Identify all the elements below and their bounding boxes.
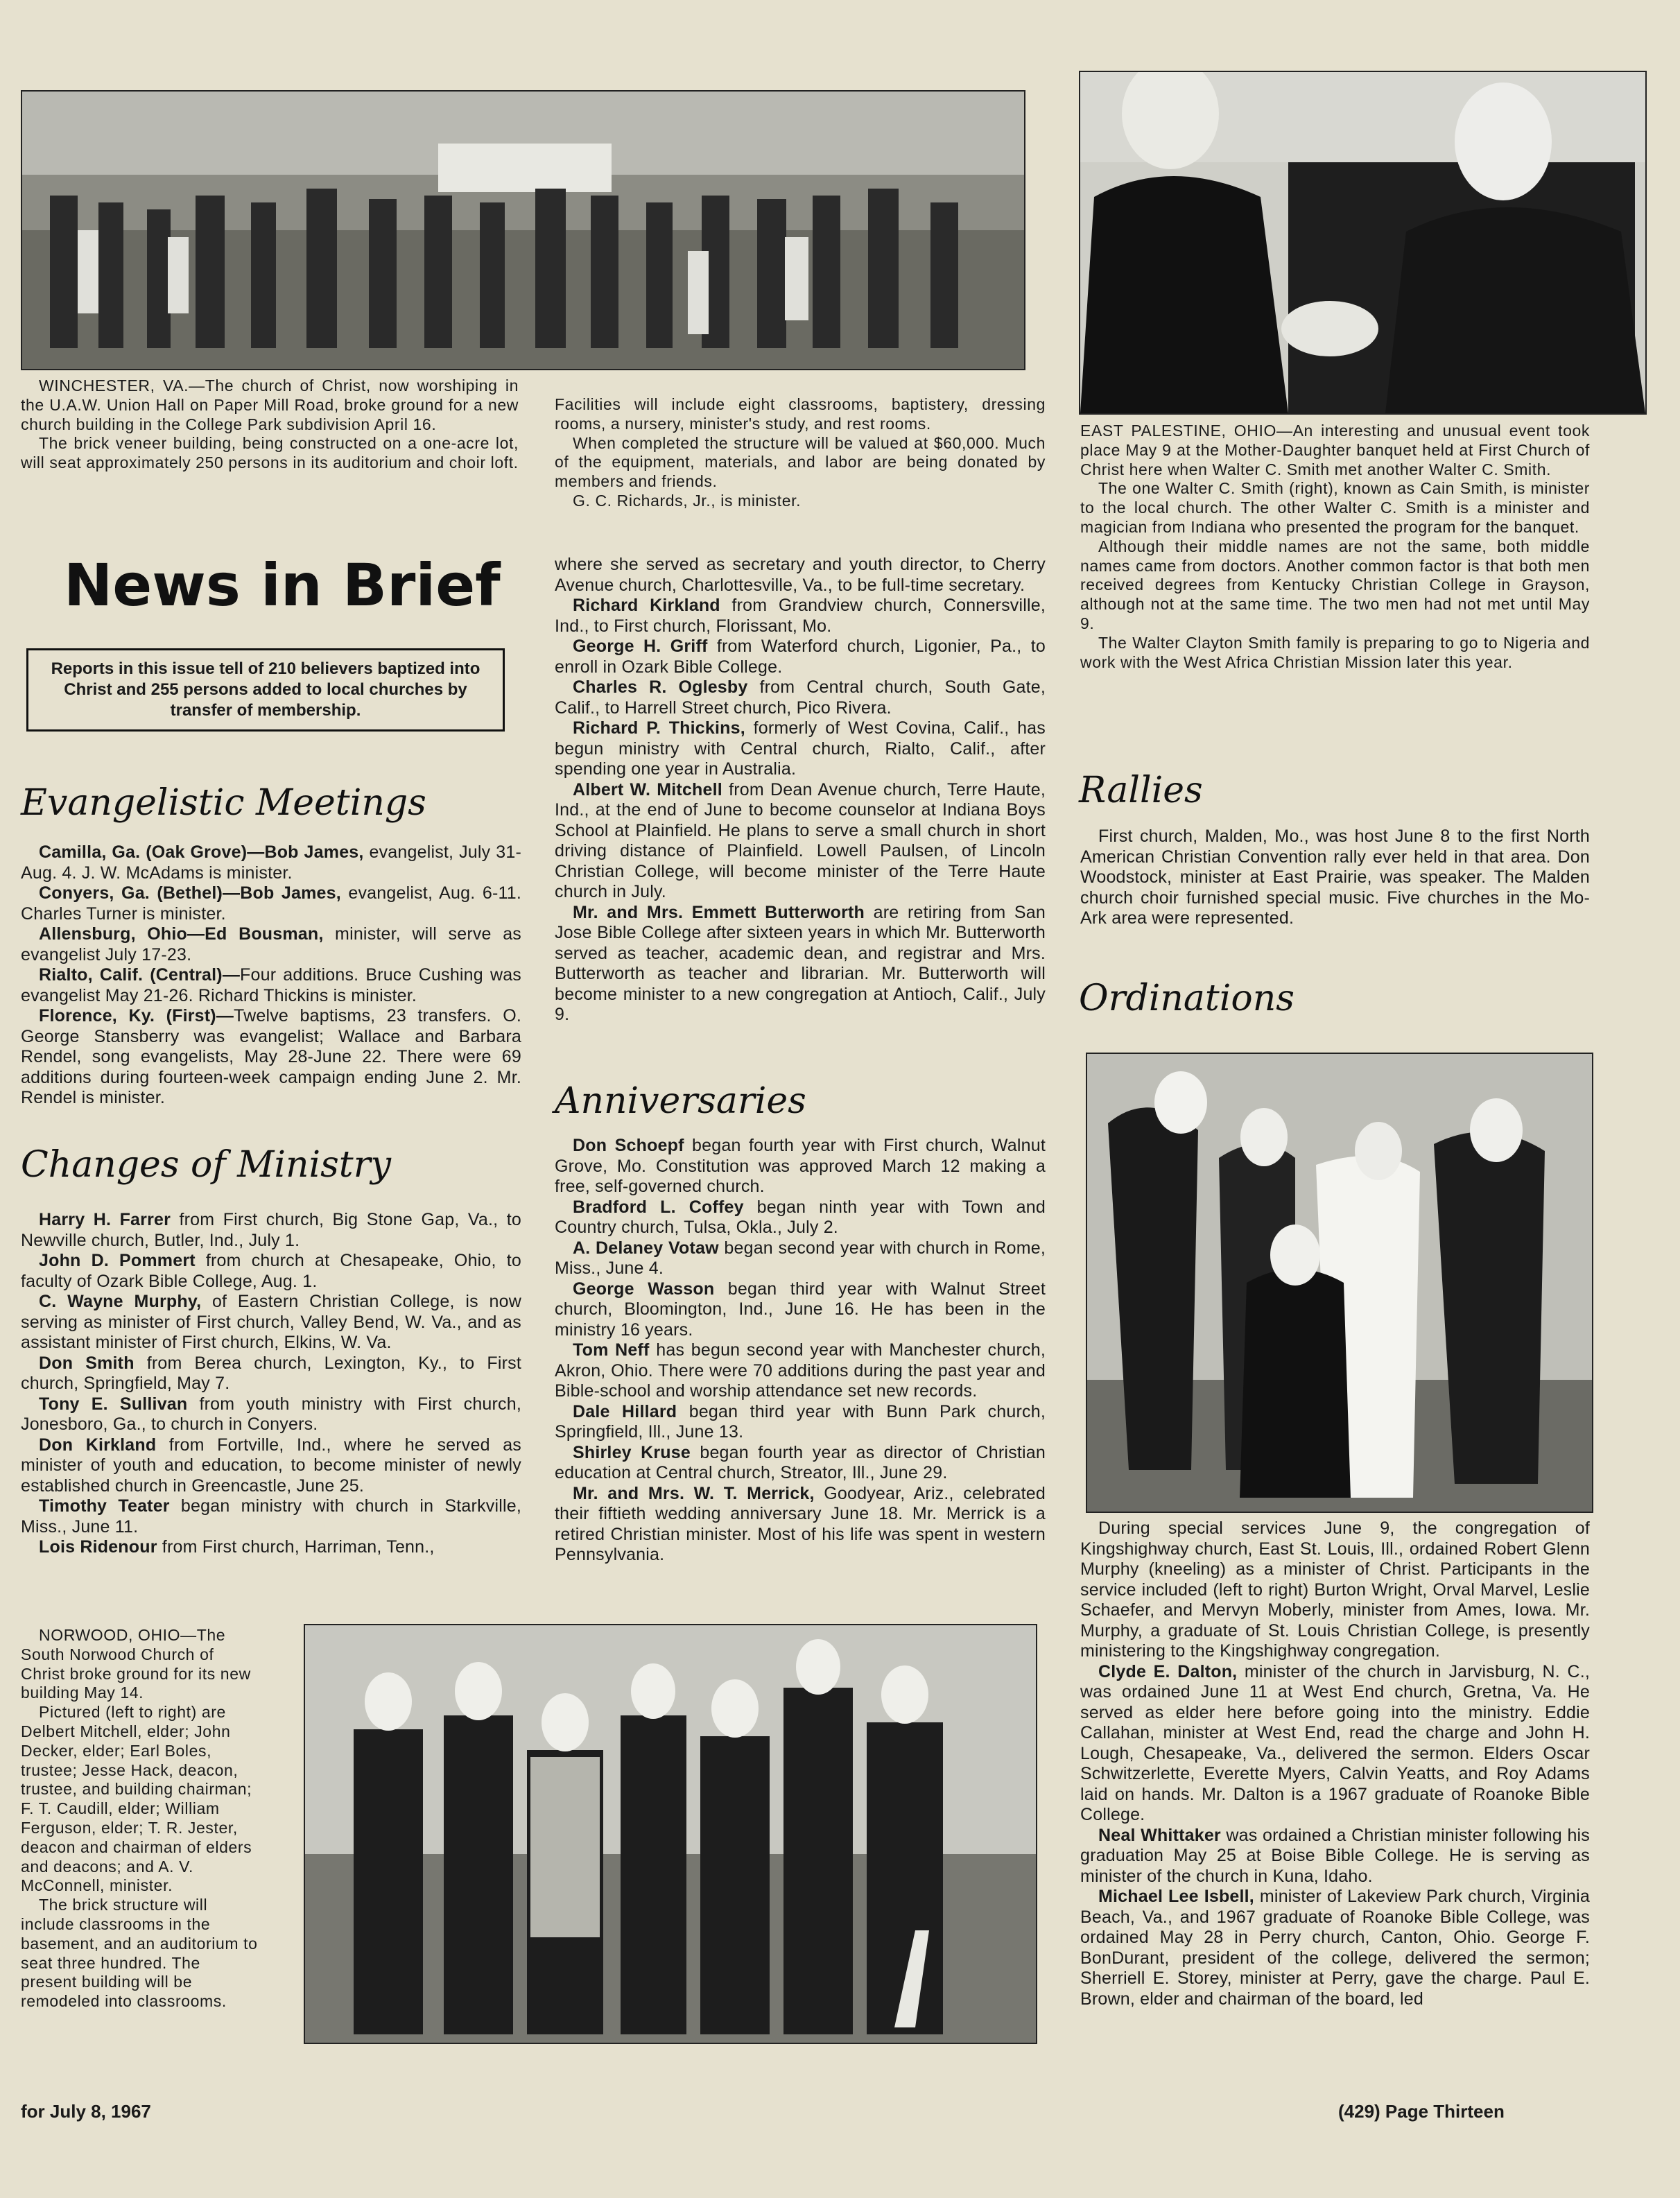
winchester-cont-p2: When completed the structure will be valued at $60,000. Much of the equipment, materials, and labor are being donated by members and friends. xyxy=(555,433,1046,491)
list-item: Mr. and Mrs. Emmett Butterworth are retiring from San Jose Bible College after sixteen years in which Mr. Butterworth served as teacher, academic dean, and registrar and Mrs. Butterworth as teacher and librarian. Mr. Butterworth will become minister to a new congregation at Antioch, Calif., July 9. xyxy=(555,902,1046,1024)
list-item: Don Schoepf began fourth year with First church, Walnut Grove, Mo. Constitution was approved March 12 making a free, self-governed church. xyxy=(555,1136,1046,1196)
list-item: Shirley Kruse began fourth year as director of Christian education at Central church, Streator, Ill., June 29. xyxy=(555,1442,1046,1482)
winchester-caption-p1: WINCHESTER, VA.—The church of Christ, now worshiping in the U.A.W. Union Hall on Paper Mill Road, broke ground for a new church building in the College Park subdivision April 16. xyxy=(21,377,519,433)
norwood-caption-p3: The brick structure will include classrooms in the basement, and an auditorium to seat three hundred. The present building will be remodeled into classrooms. xyxy=(21,1896,258,2011)
list-item: Rialto, Calif. (Central)—Four additions. Bruce Cushing was evangelist May 21-26. Richard Thickins is minister. xyxy=(21,965,522,1005)
norwood-groundbreaking-photo xyxy=(304,1624,1037,2044)
winchester-caption-p2: The brick veneer building, being constructed on a one-acre lot, will seat approximately 250 persons in its auditorium and choir loft. xyxy=(21,434,519,472)
list-item: Bradford L. Coffey began ninth year with Town and Country church, Tulsa, Okla., July 2. xyxy=(555,1197,1046,1237)
changes-list-continued xyxy=(555,555,1046,1026)
list-item: During special services June 9, the congregation of Kingshighway church, East St. Louis, Ill., ordained Robert Glenn Murphy (kneeling) as a minister of Christ. Participants in the service included (left to right) Burton Wright, Orval Marvel, Leslie Schaefer, and Mervyn Moberly, minister from Ames, Iowa. Mr. Murphy, a graduate of St. Louis Christian College, is presently ministering to the Kingshighway congregation. xyxy=(1080,1518,1590,1661)
anniversaries-list xyxy=(555,1136,1046,1566)
list-item: Camilla, Ga. (Oak Grove)—Bob James, evangelist, July 31-Aug. 4. J. W. McAdams is minister. xyxy=(21,842,521,883)
list-item: Don Kirkland from Fortville, Ind., where he served as minister of youth and education, to become minister of newly established church in Greencastle, June 25. xyxy=(21,1435,521,1496)
changes-list xyxy=(21,1210,521,1558)
list-item: Conyers, Ga. (Bethel)—Bob James, evangelist, Aug. 6-11. Charles Turner is minister. xyxy=(21,883,521,924)
list-item: where she served as secretary and youth director, to Cherry Avenue church, Charlottesville, Va., to be full-time secretary. xyxy=(555,555,1046,595)
norwood-caption xyxy=(21,1626,260,2011)
list-item: Tom Neff has begun second year with Manchester church, Akron, Ohio. There were 70 additions during the past year and Bible-school and worship attendance set new records. xyxy=(555,1340,1046,1401)
winchester-cont-p1: Facilities will include eight classrooms, baptistery, dressing rooms, a nursery, minister's study, and rest rooms. xyxy=(555,395,1046,433)
list-item: C. Wayne Murphy, of Eastern Christian College, is now serving as minister of First church, Valley Bend, W. Va., and as assistant minister of First church, Elkins, W. Va. xyxy=(21,1292,521,1352)
list-item: Michael Lee Isbell, minister of Lakeview Park church, Virginia Beach, Va., and 1967 graduate of Roanoke Bible College, was ordained May 28 in Perry church, Canton, Ohio. George F. BonDurant, president of the college, delivered the sermon; Sherriell E. Storey, minister at Perry, gave the charge. Paul E. Brown, elder and chairman of the board, led xyxy=(1080,1887,1590,2009)
norwood-caption-p2: Pictured (left to right) are Delbert Mitchell, elder; John Decker, elder; Earl Boles, trustee; Jesse Hack, deacon, trustee, and building chairman; F. T. Caudill, elder; William Ferguson, elder; T. R. Jester, deacon and chairman of elders and deacons; and A. V. McConnell, minister. xyxy=(21,1703,252,1895)
list-item: George Wasson began third year with Walnut Street church, Bloomington, Ind., June 16. He has been in the ministry 16 years. xyxy=(555,1279,1046,1340)
heading-rallies: Rallies xyxy=(1079,770,1203,811)
list-item: Neal Whittaker was ordained a Christian minister following his graduation May 25 at Boise Bible College. He is serving as minister of the church in Kuna, Idaho. xyxy=(1080,1825,1590,1886)
list-item: Clyde E. Dalton, minister of the church in Jarvisburg, N. C., was ordained June 11 at West End church, Gretna, Va. He served as elder here before going into the ministry. Eddie Callahan, minister at West End, read the charge and John H. Lough, Chesapeake, Va., delivered the sermon. Elders Oscar Schwitzerlette, Everette Myers, Calvin Yeatts, and Roy Adams laid on hands. Mr. Dalton is a 1967 graduate of Roanoke Bible College. xyxy=(1080,1661,1590,1824)
east-palestine-handshake-photo xyxy=(1079,71,1647,415)
winchester-caption xyxy=(21,377,519,473)
list-item: Dale Hillard began third year with Bunn Park church, Springfield, Ill., June 13. xyxy=(555,1401,1046,1442)
norwood-caption-p1: NORWOOD, OHIO—The South Norwood Church of Christ broke ground for its new building May 14. xyxy=(21,1626,251,1702)
list-item: Timothy Teater began ministry with church in Starkville, Miss., June 11. xyxy=(21,1496,521,1537)
list-item: Lois Ridenour from First church, Harriman, Tenn., xyxy=(39,1537,435,1557)
evangelistic-list xyxy=(21,842,521,1109)
winchester-caption-continued xyxy=(555,395,1046,511)
rallies-text xyxy=(1080,827,1590,929)
rallies-paragraph: First church, Malden, Mo., was host June 8 to the first North American Christian Convention rally ever held in that area. Don Woodstock, minister at East Prairie, was speaker. The Malden church choir furnished special music. Five churches in the Mo-Ark area were represented. xyxy=(1080,827,1590,928)
winchester-cont-p3: G. C. Richards, Jr., is minister. xyxy=(573,491,802,510)
winchester-groundbreaking-photo xyxy=(21,90,1025,370)
page-title: News in Brief xyxy=(64,551,501,619)
east-palestine-p4: The Walter Clayton Smith family is preparing to go to Nigeria and work with the West Africa Christian Mission later this year. xyxy=(1080,633,1590,671)
list-item: Richard Kirkland from Grandview church, Connersville, Ind., to First church, Florissant, Mo. xyxy=(555,596,1046,636)
list-item: George H. Griff from Waterford church, Ligonier, Pa., to enroll in Ozark Bible College. xyxy=(555,637,1046,677)
list-item: Tony E. Sullivan from youth ministry with First church, Jonesboro, Ga., to church in Conyers. xyxy=(21,1394,522,1434)
footer-page-number: (429) Page Thirteen xyxy=(1338,2101,1505,2122)
east-palestine-caption xyxy=(1080,422,1590,672)
heading-anniversaries: Anniversaries xyxy=(555,1080,806,1122)
footer-date: for July 8, 1967 xyxy=(21,2101,151,2122)
list-item: Florence, Ky. (First)—Twelve baptisms, 23 transfers. O. George Stansberry was evangelist; Wallace and Barbara Rendel, song evangelists, May 28-June 22. There were 69 additions during fourteen-week campaign ending June 2. Mr. Rendel is minister. xyxy=(21,1006,521,1107)
heading-ordinations: Ordinations xyxy=(1079,978,1294,1019)
east-palestine-p2: The one Walter C. Smith (right), known as Cain Smith, is minister to the local church. The other Walter C. Smith is a minister and magician from Indiana who presented the program for the banquet. xyxy=(1080,479,1590,536)
east-palestine-p1: EAST PALESTINE, OHIO—An interesting and unusual event took place May 9 at the Mother-Daughter banquet held at First Church of Christ here when Walter C. Smith met another Walter C. Smith. xyxy=(1080,422,1590,478)
east-palestine-p3: Although their middle names are not the same, both middle names came from doctors. Another common factor is that both men received degrees from Kentucky Christian College in Grayson, although not at the same time. The two men had not met until May 9. xyxy=(1080,537,1590,632)
list-item: Don Smith from Berea church, Lexington, Ky., to First church, Springfield, May 7. xyxy=(21,1353,521,1393)
ordination-kneeling-photo xyxy=(1086,1053,1593,1513)
list-item: Charles R. Oglesby from Central church, South Gate, Calif., to Harrell Street church, Pico Rivera. xyxy=(555,677,1046,718)
list-item: Harry H. Farrer from First church, Big Stone Gap, Va., to Newville church, Butler, Ind., July 1. xyxy=(21,1210,521,1250)
heading-changes-of-ministry: Changes of Ministry xyxy=(21,1144,391,1186)
list-item: John D. Pommert from church at Chesapeake, Ohio, to faculty of Ozark Bible College, Aug. 1. xyxy=(21,1251,521,1291)
summary-box: Reports in this issue tell of 210 believers baptized into Christ and 255 persons added to local churches by transfer of membership. xyxy=(26,648,505,732)
list-item: Albert W. Mitchell from Dean Avenue church, Terre Haute, Ind., at the end of June to become counselor at Indiana Boys School at Plainfield. He plans to serve a small church in short driving distance of Plainfield. Lowell Paulsen, of Lincoln Christian College, will become minister of the Terre Haute church in July. xyxy=(555,779,1046,901)
list-item: Mr. and Mrs. W. T. Merrick, Goodyear, Ariz., celebrated their fiftieth wedding anniversary June 18. Mr. Merrick is a retired Christian minister. Most of his life was spent in western Pennsylvania. xyxy=(555,1483,1046,1564)
list-item: Richard P. Thickins, formerly of West Covina, Calif., has begun ministry with Central church, Rialto, Calif., after spending one year in Australia. xyxy=(555,718,1046,779)
list-item: A. Delaney Votaw began second year with church in Rome, Miss., June 4. xyxy=(555,1238,1046,1278)
ordinations-list xyxy=(1080,1518,1590,2009)
heading-evangelistic-meetings: Evangelistic Meetings xyxy=(21,782,426,824)
list-item: Allensburg, Ohio—Ed Bousman, minister, will serve as evangelist July 17-23. xyxy=(21,924,521,964)
